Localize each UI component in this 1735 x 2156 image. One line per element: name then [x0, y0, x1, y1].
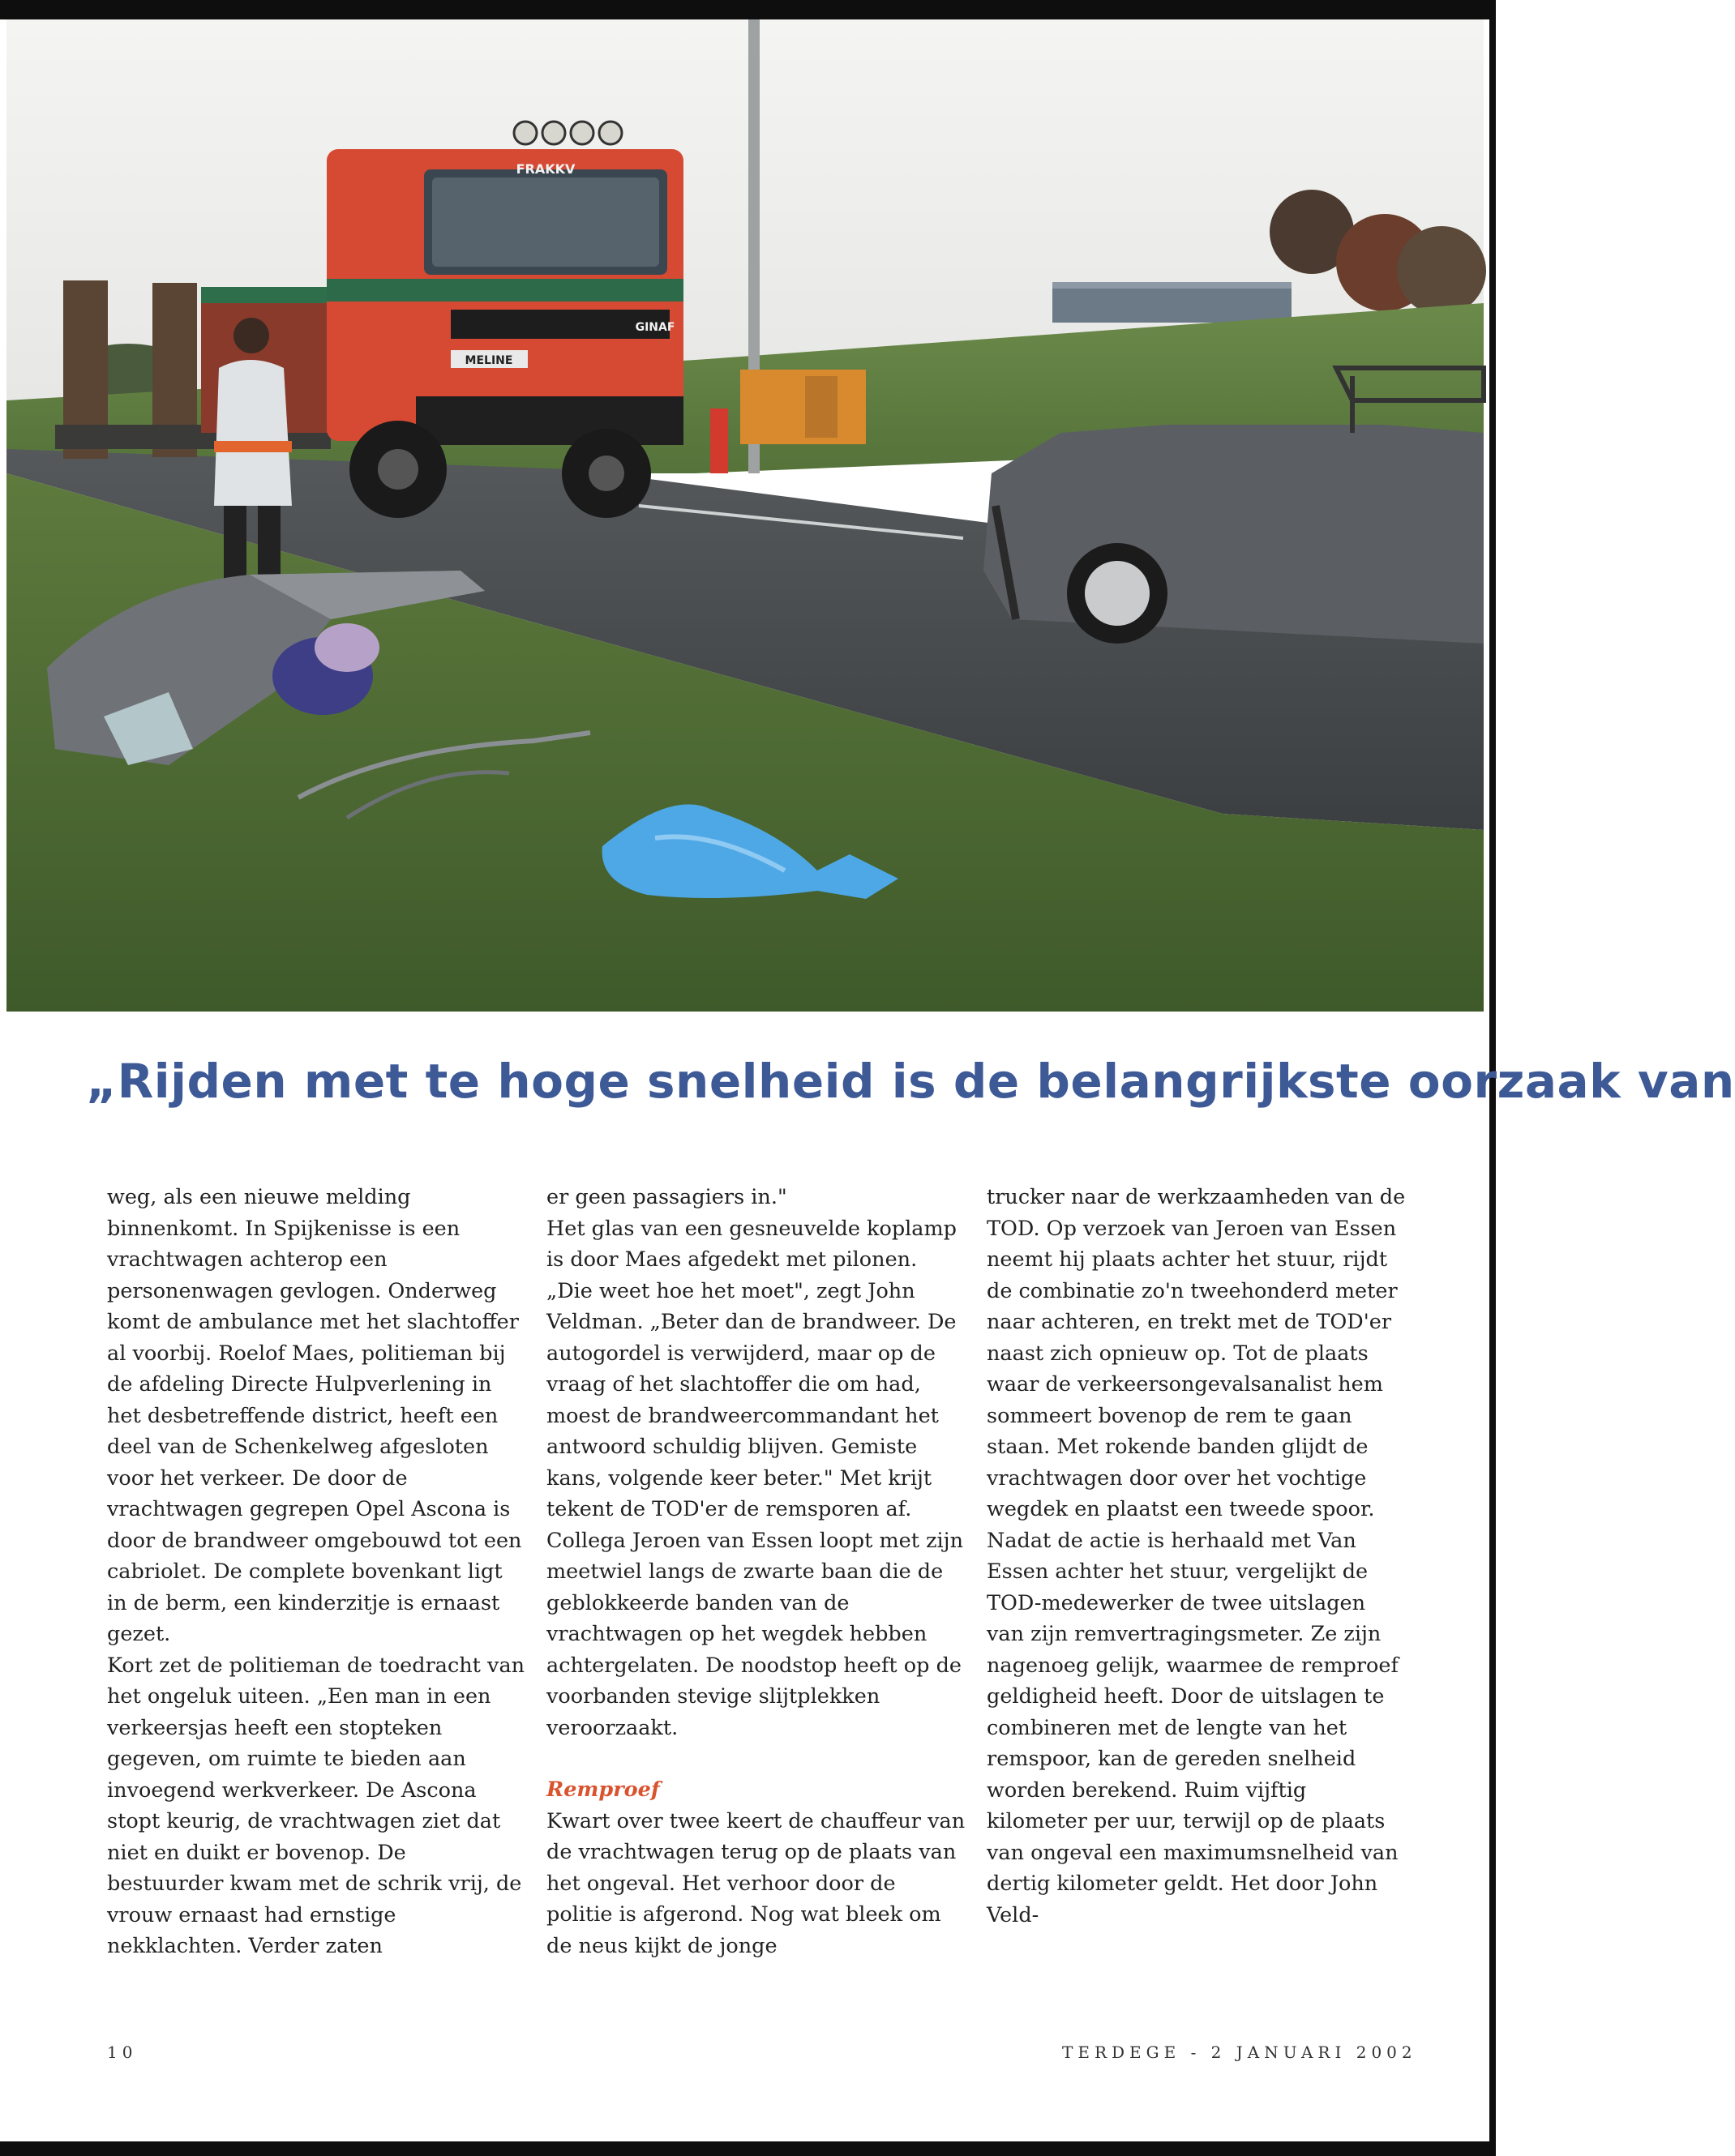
- page-border-top: [0, 0, 1496, 19]
- accident-scene-illustration: [6, 19, 1484, 1012]
- paragraph: trucker naar de werkzaamheden van de TOD. Op verzoek van Jeroen van Essen neemt hij plaats achter het stuur, rijdt de combinatie zo'n tweehonderd meter naar achteren, en trekt met de TOD'er naast zich opnieuw op. Tot de plaats waar de verkeersongevalsanalist hem sommeert bovenop de rem te gaan staan. Met rokende banden glijdt de vrachtwagen door over het vochtige wegdek en plaatst een tweede spoor.: [987, 1185, 1406, 1521]
- truck-grille-badge: GINAF: [635, 321, 675, 334]
- paragraph: Kwart over twee keert de chauffeur van de vrachtwagen terug op de plaats van het ongeval. Het verhoor door de politie is afgerond. Nog wat bleek om de neus kijkt de jonge: [546, 1808, 966, 1958]
- section-subheading: Remproef: [546, 1777, 660, 1802]
- paragraph: weg, als een nieuwe melding binnenkomt. In Spijkenisse is een vrachtwagen achterop een personenwagen gevlogen. Onderweg komt de ambulance met het slachtoffer al voorbij. Roelof Maes, politieman bij de afdeling Directe Hulpverlening in het desbetreffende district, heeft een deel van de Schenkelweg afgesloten voor het verkeer. De door de vrachtwagen gegrepen Opel Ascona is door de brandweer omgebouwd tot een cabriolet. De complete bovenkant ligt in de berm, een kinderzitje is ernaast gezet.: [107, 1185, 522, 1646]
- paragraph: Kort zet de politieman de toedracht van het ongeluk uiteen. „Een man in een verkeersjas heeft een stopteken gegeven, om ruimte te bieden aan invoegend werkverkeer. De Ascona stopt keurig, de vrachtwagen ziet dat niet en duikt er bovenop. De bestuurder kwam met de schrik vrij, de vrouw ernaast had ernstige nekklachten. Verder zaten: [107, 1653, 525, 1958]
- page-number: 10: [107, 2043, 138, 2062]
- accident-photo: [6, 19, 1484, 1012]
- paragraph: Nadat de actie is herhaald met Van Essen achter het stuur, vergelijkt de TOD-medewerker de twee uitslagen van zijn remvertragingsmeter. Ze zijn nagenoeg gelijk, waarmee de remproef geldigheid heeft. Door de uitslagen te combineren met de lengte van het remspoor, kan de gereden snelheid worden berekend. Ruim vijftig kilometer per uur, terwijl op de plaats van ongeval een maximumsnelheid van dertig kilometer geldt. Het door John Veld-: [987, 1528, 1399, 1927]
- text-column-3: [987, 1182, 1408, 1931]
- paragraph: er geen passagiers in.": [546, 1185, 787, 1209]
- page-border-bottom: [0, 2141, 1496, 2156]
- paragraph: Het glas van een gesneuvelde koplamp is door Maes afgedekt met pilonen. „Die weet hoe het moet", zegt John Veldman. „Beter dan de brandweer. De autogordel is verwijderd, maar op de vraag of het slachtoffer die om had, moest de brandweercommandant het antwoord schuldig blijven. Gemiste kans, volgende keer beter." Met krijt tekent de TOD'er de remsporen af. Collega Jeroen van Essen loopt met zijn meetwiel langs de zwarte baan die de geblokkeerde banden van de vrachtwagen op het wegdek hebben achtergelaten. De noodstop heeft op de voorbanden stevige slijtplekken veroorzaakt.: [546, 1216, 963, 1740]
- truck-plate-text: MELINE: [465, 354, 513, 367]
- road-barrier: [710, 409, 728, 473]
- publication-folio: TERDEGE - 2 JANUARI 2002: [1062, 2043, 1417, 2062]
- text-column-2: [546, 1182, 968, 1961]
- truck-cab-sign: FRAKKV: [516, 161, 576, 177]
- text-column-1: [107, 1182, 529, 1962]
- article-headline: „Rijden met te hoge snelheid is de belangrijkste oorzaak van: [86, 1054, 1735, 1109]
- site-container: [740, 370, 866, 444]
